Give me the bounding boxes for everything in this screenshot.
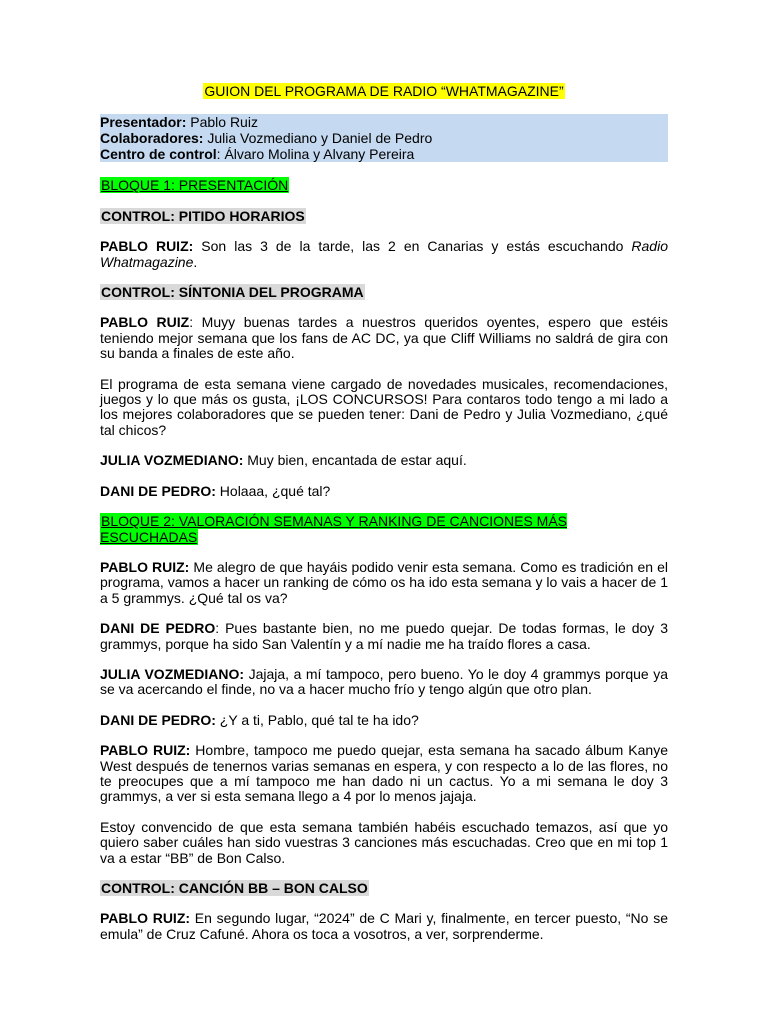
dialogue-12: PABLO RUIZ: En segundo lugar, “2024” de C Mari y, finalmente, en tercer puesto, “No se emula” de Cruz Cafuné. Ahora os toca a vosotros, a ver, sorprenderme.	[100, 910, 668, 942]
dialogue-6: PABLO RUIZ: Me alegro de que hayáis podido venir esta semana. Como es tradición en el programa, vamos a hacer un ranking de cómo os ha ido esta semana y lo vais a hacer de 1 a 5 grammys. ¿Qué tal os va?	[100, 558, 668, 606]
dialogue-1: PABLO RUIZ: Son las 3 de la tarde, las 2 en Canarias y estás escuchando Radio Whatmagazine.	[100, 238, 668, 270]
script-content	[100, 84, 668, 957]
document-title: GUION DEL PROGRAMA DE RADIO “WHATMAGAZINE”	[204, 83, 564, 99]
dialogue-3: El programa de esta semana viene cargado de novedades musicales, recomendaciones, juegos y lo que más os gusta, ¡LOS CONCURSOS! Para contaros todo tengo a mi lado a los mejores colaboradores que se pueden tener: Dani de Pedro y Julia Vozmediano, ¿qué tal chicos?	[100, 375, 668, 438]
dialogue-7: DANI DE PEDRO: Pues bastante bien, no me puedo quejar. De todas formas, le doy 3 grammys, porque ha sido San Valentín y a mí nadie me ha traído flores a casa.	[100, 620, 669, 652]
control-cue-3: CONTROL: CANCIÓN BB – BON CALSO	[101, 880, 368, 896]
dialogue-10: PABLO RUIZ: Hombre, tampoco me puedo quejar, esta semana ha sacado álbum Kanye West después de tenernos varias semanas en espera, y con respecto a lo de las flores, no te preocupes que a mí tampoco me han dado ni un cactus. Yo a mi semana le doy 3 grammys, a ver si esta semana llego a 4 por lo menos jajaja.	[100, 742, 668, 805]
dialogue-11: Estoy convencido de que esta semana también habéis escuchado temazos, así que yo quiero saber cuáles han sido vuestras 3 canciones más escuchadas. Creo que en mi top 1 va a estar “BB” de Bon Calso.	[100, 818, 668, 866]
control-center-line: Centro de control: Álvaro Molina y Alvany Pereira	[100, 146, 415, 163]
dialogue-4: JULIA VOZMEDIANO: Muy bien, encantada de estar aquí.	[100, 452, 467, 469]
block-1-heading: BLOQUE 1: PRESENTACIÓN	[101, 177, 289, 194]
credits-box	[100, 114, 668, 162]
dialogue-8: JULIA VOZMEDIANO: Jajaja, a mí tampoco, pero bueno. Yo le doy 4 grammys porque ya se va acercando el finde, no va a hacer mucho frío y tengo algún que otro plan.	[100, 665, 669, 698]
presentador-line: Presentador: Pablo Ruiz	[100, 114, 258, 131]
colaboradores-line: Colaboradores: Julia Vozmediano y Daniel de Pedro	[100, 130, 433, 147]
control-cue-1: CONTROL: PITIDO HORARIOS	[101, 207, 305, 224]
block-2-heading: BLOQUE 2: VALORACIÓN SEMANAS Y RANKING DE CANCIONES MÁS ESCUCHADAS	[100, 513, 568, 545]
dialogue-2: PABLO RUIZ: Muyy buenas tardes a nuestros queridos oyentes, espero que estéis teniendo mejor semana que los fans de AC DC, ya que Cliff Williams no saldrá de gira con su banda a finales de este año.	[100, 314, 668, 362]
control-cue-2: CONTROL: SÍNTONIA DEL PROGRAMA	[101, 284, 364, 301]
dialogue-9: DANI DE PEDRO: ¿Y a ti, Pablo, qué tal te ha ido?	[100, 711, 419, 728]
dialogue-5: DANI DE PEDRO: Holaaa, ¿qué tal?	[100, 482, 331, 499]
